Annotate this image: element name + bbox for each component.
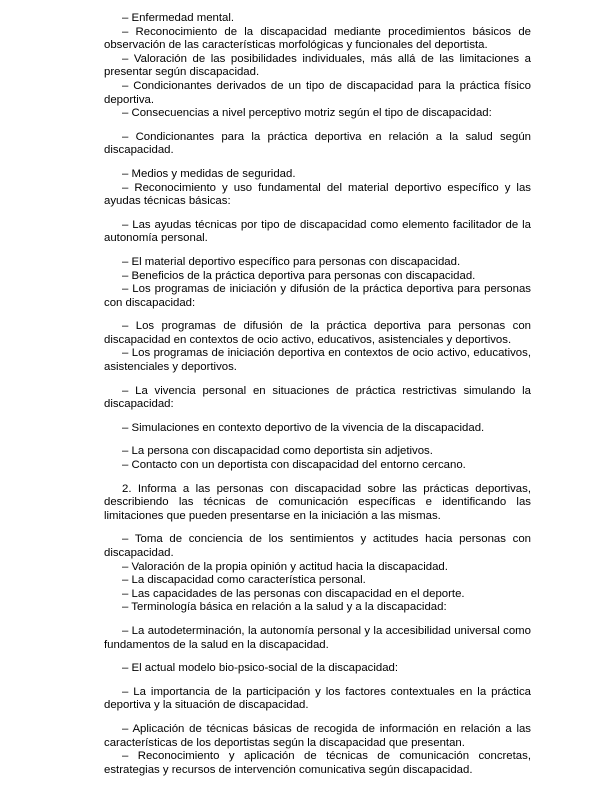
paragraph-programas-difusion: – Los programas de difusión de la práctica deportiva para personas con discapacidad en contextos de ocio activo, educativos, asistenciales y deportivos. [104,320,531,346]
paragraph-terminologia: – Terminología básica en relación a la salud y a la discapacidad: [122,601,447,614]
paragraph-medios-seguridad: – Medios y medidas de seguridad. [122,167,296,180]
paragraph-aplicacion-tecnicas: – Aplicación de técnicas básicas de recogida de información en relación a las características de los deportistas según la discapacidad que presentan. [104,722,531,749]
paragraph-discapacidad-caracteristica: – La discapacidad como característica personal. [122,574,366,587]
paragraph-vivencia-personal: – La vivencia personal en situaciones de práctica restrictivas simulando la discapacidad: [104,384,531,411]
paragraph-contacto-deportista: – Contacto con un deportista con discapacidad del entorno cercano. [122,459,466,472]
paragraph-material-ayudas: – Reconocimiento y uso fundamental del material deportivo específico y las ayudas técnicas básicas: [104,181,531,208]
paragraph-toma-conciencia: – Toma de conciencia de los sentimientos y actitudes hacia personas con discapacidad. [104,533,531,559]
paragraph-modelo-bio-psico-social: – El actual modelo bio-psico-social de la discapacidad: [122,662,399,675]
paragraph-reconocimiento-comunicacion: – Reconocimiento y aplicación de técnicas de comunicación concretas, estrategias y recursos de intervención comunicativa según discapacidad. [104,750,531,776]
paragraph-autodeterminacion: – La autodeterminación, la autonomía personal y la accesibilidad universal como fundamentos de la salud en la discapacidad. [104,624,531,651]
paragraph-valoracion-opinion: – Valoración de la propia opinión y actitud hacia la discapacidad. [122,560,448,573]
paragraph-capacidades-deporte: – Las capacidades de las personas con discapacidad en el deporte. [122,587,465,600]
paragraph-section-2: 2. Informa a las personas con discapacidad sobre las prácticas deportivas, describiendo las técnicas de comunicación específicas e identificando las limitaciones que pueden presentarse en la iniciación a las mismas. [104,482,531,522]
document-page [104,12,531,777]
paragraph-condicionantes-derivados: – Condicionantes derivados de un tipo de discapacidad para la práctica físico deportiva. [104,79,531,106]
paragraph-simulaciones: – Simulaciones en contexto deportivo de la vivencia de la discapacidad. [122,421,485,434]
paragraph-valoracion-posibilidades: – Valoración de las posibilidades individuales, más allá de las limitaciones a presentar según discapacidad. [104,52,531,79]
paragraph-ayudas-tecnicas: – Las ayudas técnicas por tipo de discapacidad como elemento facilitador de la autonomía personal. [104,218,531,245]
paragraph-consecuencias-perceptivo: – Consecuencias a nivel perceptivo motriz según el tipo de discapacidad: [122,107,492,120]
paragraph-importancia-participacion: – La importancia de la participación y los factores contextuales en la práctica deportiva y la situación de discapacidad. [104,685,531,712]
paragraph-programas-iniciacion-deportiva: – Los programas de iniciación deportiva en contextos de ocio activo, educativos, asistenciales y deportivos. [104,347,531,374]
paragraph-programas-iniciacion: – Los programas de iniciación y difusión de la práctica deportiva para personas con discapacidad: [104,283,531,309]
paragraph-persona-deportista: – La persona con discapacidad como deportista sin adjetivos. [122,445,433,458]
paragraph-beneficios: – Beneficios de la práctica deportiva para personas con discapacidad. [122,269,476,282]
paragraph-reconocimiento-discapacidad: – Reconocimiento de la discapacidad mediante procedimientos básicos de observación de las características morfológicas y funcionales del deportista. [104,25,531,52]
paragraph-material-especifico: – El material deportivo específico para personas con discapacidad. [122,255,461,268]
paragraph-enfermedad-mental: – Enfermedad mental. [122,12,235,24]
paragraph-condicionantes-salud: – Condicionantes para la práctica deportiva en relación a la salud según discapacidad. [104,130,531,157]
